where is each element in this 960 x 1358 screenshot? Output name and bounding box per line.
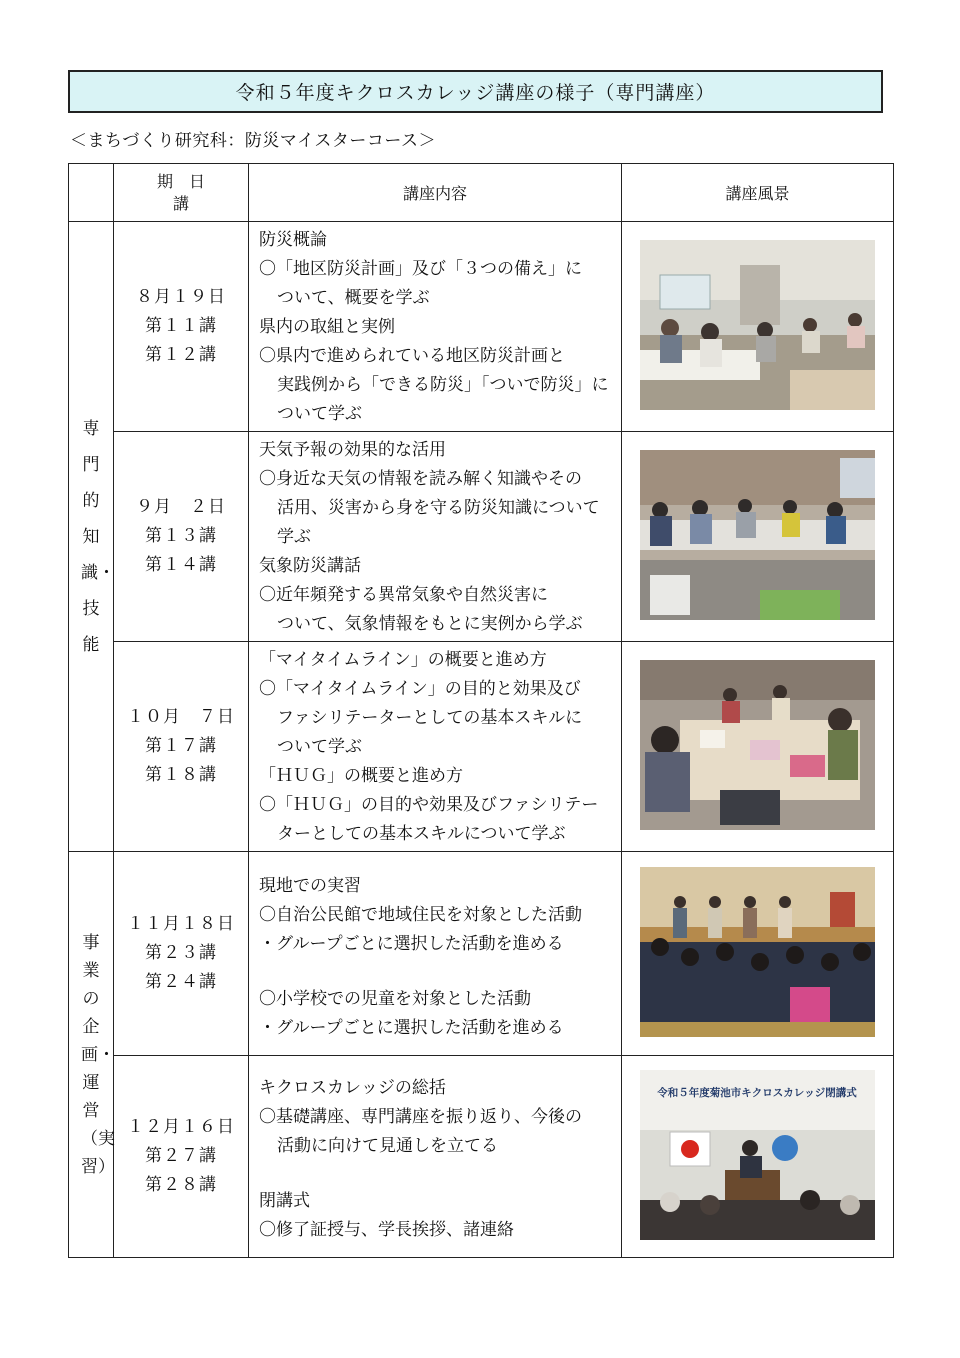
content-line: 〇県内で進められている地区防災計画と bbox=[259, 346, 565, 366]
header-photo: 講座風景 bbox=[622, 164, 894, 222]
header-category bbox=[69, 164, 114, 222]
category-cell bbox=[69, 852, 114, 1258]
date-cell bbox=[114, 642, 249, 852]
session-date: ８月１９日 bbox=[136, 287, 226, 307]
lecture-number: 第２４講 bbox=[145, 972, 217, 992]
content-line: 「マイタイムライン」の概要と進め方 bbox=[259, 650, 547, 670]
table-row bbox=[69, 1056, 894, 1258]
content-line: ターとしての基本スキルについて学ぶ bbox=[277, 824, 566, 844]
content-cell bbox=[249, 852, 622, 1056]
content-line: 防災概論 bbox=[259, 230, 327, 250]
content-line: 〇「マイタイムライン」の目的と効果及び bbox=[259, 679, 581, 699]
content-cell bbox=[249, 432, 622, 642]
photo-cell bbox=[622, 1056, 894, 1258]
lecture-photo bbox=[640, 867, 875, 1037]
content-line: 「ＨＵＧ」の概要と進め方 bbox=[259, 766, 463, 786]
header-date bbox=[114, 164, 249, 222]
schedule-table bbox=[68, 163, 894, 1258]
content-line: 〇「地区防災計画」及び「３つの備え」に bbox=[259, 259, 582, 279]
content-spacer bbox=[259, 1161, 617, 1187]
content-line: ついて学ぶ bbox=[277, 404, 362, 424]
content-line: 〇自治公民館で地域住民を対象とした活動 bbox=[259, 905, 582, 925]
header-content: 講座内容 bbox=[249, 164, 622, 222]
table-row bbox=[69, 852, 894, 1056]
content-line: 閉講式 bbox=[259, 1191, 310, 1211]
date-cell bbox=[114, 432, 249, 642]
content-cell bbox=[249, 642, 622, 852]
content-line: 学ぶ bbox=[277, 527, 311, 547]
photo-cell bbox=[622, 432, 894, 642]
lecture-number: 第１７講 bbox=[145, 736, 217, 756]
lecture-photo bbox=[640, 1070, 875, 1240]
content-line: ・グループごとに選択した活動を進める bbox=[259, 1018, 564, 1038]
photo-cell bbox=[622, 222, 894, 432]
content-line: 〇「ＨＵＧ」の目的や効果及びファシリテー bbox=[259, 795, 599, 815]
content-line: 天気予報の効果的な活用 bbox=[259, 440, 446, 460]
table-row bbox=[69, 432, 894, 642]
session-date: ９月 ２日 bbox=[136, 497, 226, 517]
content-cell bbox=[249, 222, 622, 432]
content-line: 実践例から「できる防災」「ついで防災」に bbox=[277, 375, 609, 395]
content-line: ついて、概要を学ぶ bbox=[277, 288, 430, 308]
session-date: １２月１６日 bbox=[127, 1117, 235, 1137]
ceremony-banner-text: 令和５年度菊池市キクロスカレッジ閉講式 bbox=[657, 1086, 857, 1099]
content-line: ついて学ぶ bbox=[277, 737, 362, 757]
lecture-number: 第１１講 bbox=[145, 316, 217, 336]
table-row bbox=[69, 222, 894, 432]
lecture-number: 第１４講 bbox=[145, 555, 217, 575]
content-line: 〇身近な天気の情報を読み解く知識やその bbox=[259, 469, 582, 489]
page-title: 令和５年度キクロスカレッジ講座の様子（専門講座） bbox=[68, 70, 883, 113]
header-date-label: 期 日 bbox=[156, 171, 205, 191]
content-line: ・グループごとに選択した活動を進める bbox=[259, 934, 564, 954]
content-line: 現地での実習 bbox=[259, 876, 361, 896]
table-row bbox=[69, 642, 894, 852]
lecture-photo bbox=[640, 240, 875, 410]
content-line: 活動に向けて見通しを立てる bbox=[277, 1136, 498, 1156]
content-spacer bbox=[259, 959, 617, 985]
course-subtitle: ＜まちづくり研究科：防災マイスターコース＞ bbox=[70, 131, 436, 151]
session-date: １１月１８日 bbox=[127, 914, 235, 934]
lecture-photo bbox=[640, 660, 875, 830]
date-cell bbox=[114, 222, 249, 432]
date-cell bbox=[114, 852, 249, 1056]
lecture-number: 第２７講 bbox=[145, 1146, 217, 1166]
content-line: キクロスカレッジの総括 bbox=[259, 1078, 446, 1098]
content-line: 〇小学校での児童を対象とした活動 bbox=[259, 989, 531, 1009]
content-line: 活用、災害から身を守る防災知識について bbox=[277, 498, 600, 518]
date-cell bbox=[114, 1056, 249, 1258]
content-cell bbox=[249, 1056, 622, 1258]
content-line: 〇修了証授与、学長挨拶、諸連絡 bbox=[259, 1220, 514, 1240]
category-label: 事業の企画・運営（実習） bbox=[81, 932, 115, 1177]
lecture-number: 第２３講 bbox=[145, 943, 217, 963]
header-lecture-label: 講 bbox=[172, 193, 189, 213]
lecture-number: 第１２講 bbox=[145, 345, 217, 365]
category-label: 専門的知識・技能 bbox=[81, 418, 115, 655]
photo-cell bbox=[622, 642, 894, 852]
table-header-row bbox=[69, 164, 894, 222]
lecture-photo bbox=[640, 450, 875, 620]
lecture-number: 第１３講 bbox=[145, 526, 217, 546]
content-line: ファシリテーターとしての基本スキルに bbox=[277, 708, 583, 728]
photo-cell bbox=[622, 852, 894, 1056]
content-line: 県内の取組と実例 bbox=[259, 317, 395, 337]
session-date: １０月 ７日 bbox=[127, 707, 235, 727]
category-cell bbox=[69, 222, 114, 852]
lecture-number: 第１８講 bbox=[145, 765, 217, 785]
content-line: ついて、気象情報をもとに実例から学ぶ bbox=[277, 614, 583, 634]
content-line: 〇基礎講座、専門講座を振り返り、今後の bbox=[259, 1107, 582, 1127]
content-line: 気象防災講話 bbox=[259, 556, 361, 576]
content-line: 〇近年頻発する異常気象や自然災害に bbox=[259, 585, 548, 605]
lecture-number: 第２８講 bbox=[145, 1175, 217, 1195]
